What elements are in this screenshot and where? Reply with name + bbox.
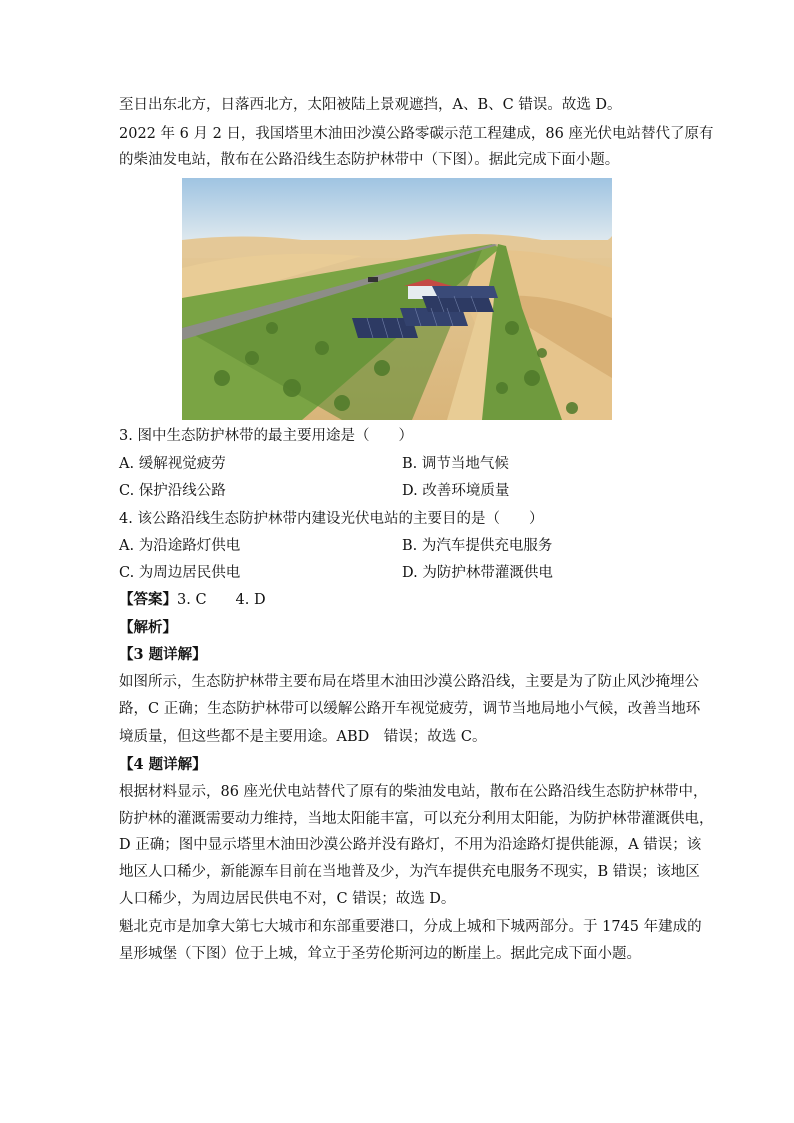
question-4: 4. 该公路沿线生态防护林带内建设光伏电站的主要目的是（ ） — [119, 511, 544, 527]
q4-option-b: B. 为汽车提供充电服务 — [402, 538, 553, 554]
solar-panel — [432, 286, 498, 298]
solar-panel — [422, 296, 494, 312]
answer-line — [119, 590, 679, 610]
text-line: 魁北克市是加拿大第七大城市和东部重要港口，分成上城和下城两部分。于 1745 年建成的 — [119, 919, 702, 935]
text-line: D 正确；图中显示塔里木油田沙漠公路并没有路灯，不用为沿途路灯提供能源，A 错误；该 — [119, 837, 702, 853]
detail-4-heading: 【4 题详解】 — [119, 756, 207, 773]
text-line: 2022 年 6 月 2 日，我国塔里木油田沙漠公路零碳示范工程建成，86 座光伏电站替代了原有 — [119, 126, 714, 142]
question-3: 3. 图中生态防护林带的最主要用途是（ ） — [119, 428, 413, 444]
car — [368, 277, 378, 282]
answer-tag: 【答案】 — [119, 591, 177, 608]
q3-option-c: C. 保护沿线公路 — [119, 483, 226, 499]
text-line: 路，C 正确；生态防护林带可以缓解公路开车视觉疲劳，调节当地局地小气候，改善当地环 — [119, 701, 701, 717]
detail-3-heading: 【3 题详解】 — [119, 646, 207, 663]
q3-option-b: B. 调节当地气候 — [402, 456, 509, 472]
text-line: 防护林的灌溉需要动力维持，当地太阳能丰富，可以充分利用太阳能，为防护林带灌溉供电， — [119, 811, 714, 827]
text-line: 地区人口稀少，新能源车目前在当地普及少，为汽车提供充电服务不现实，B 错误；该地区 — [119, 864, 700, 880]
answer-text: 3. C 4. D — [177, 592, 266, 608]
text-line: 境质量，但这些都不是主要用途。ABD 错误；故选 C。 — [119, 729, 487, 745]
text-line: 人口稀少，为周边居民供电不对，C 错误；故选 D。 — [119, 891, 456, 907]
q3-option-d: D. 改善环境质量 — [402, 483, 510, 499]
text-line: 星形城堡（下图）位于上城，耸立于圣劳伦斯河边的断崖上。据此完成下面小题。 — [119, 946, 641, 962]
text-line: 的柴油发电站，散布在公路沿线生态防护林带中（下图）。据此完成下面小题。 — [119, 152, 620, 168]
analysis-heading: 【解析】 — [119, 619, 177, 636]
q4-option-d: D. 为防护林带灌溉供电 — [402, 565, 553, 581]
text-line: 根据材料显示，86 座光伏电站替代了原有的柴油发电站，散布在公路沿线生态防护林带中， — [119, 784, 708, 800]
q4-option-c: C. 为周边居民供电 — [119, 565, 241, 581]
desert-highway-solar-photo — [182, 178, 612, 420]
photo-illustration — [182, 178, 612, 420]
sky — [182, 178, 612, 240]
q3-option-a: A. 缓解视觉疲劳 — [119, 456, 226, 472]
q4-option-a: A. 为沿途路灯供电 — [119, 538, 241, 554]
text-line: 至日出东北方，日落西北方，太阳被陆上景观遮挡，A、B、C 错误。故选 D。 — [119, 97, 622, 113]
text-line: 如图所示，生态防护林带主要布局在塔里木油田沙漠公路沿线，主要是为了防止风沙掩埋公 — [119, 674, 699, 690]
